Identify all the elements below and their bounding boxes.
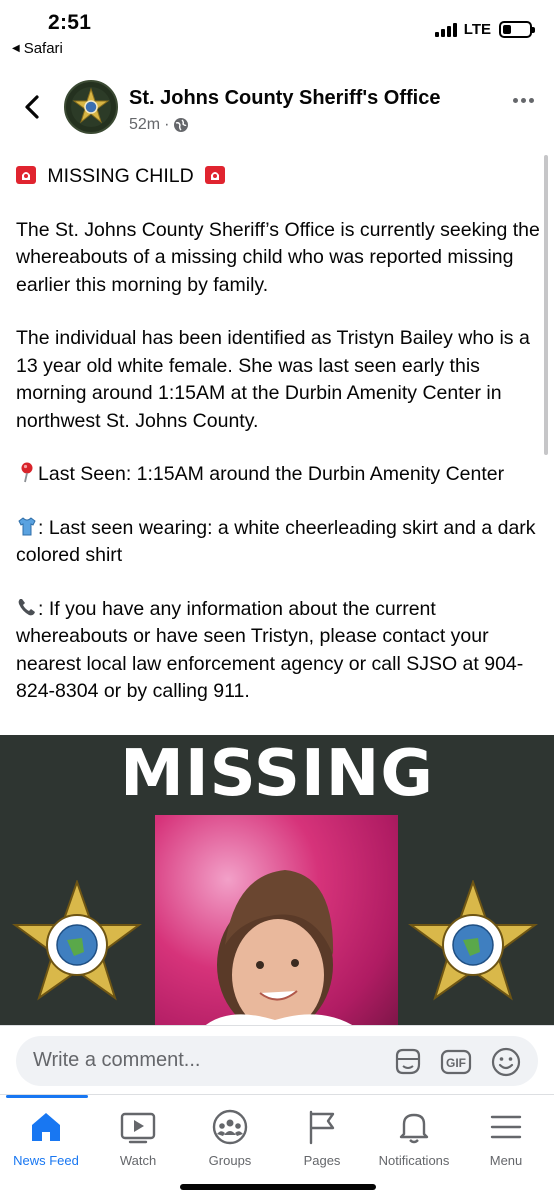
child-photo — [155, 815, 398, 1025]
tab-watch[interactable] — [92, 1107, 184, 1168]
tab-label: Notifications — [378, 1153, 450, 1168]
globe-icon — [173, 117, 189, 133]
contact-text: : If you have any information about the current whereabouts or have seen Tristyn, please contact your nearest local law enforcement agency or call SJSO at 904-824-8304 or by calling 911. — [16, 597, 524, 702]
groups-icon — [210, 1107, 250, 1147]
paragraph-1: The St. Johns County Sheriff’s Office is currently seeking the whereabouts of a missing child who was reported missing earlier this morning by family. — [16, 218, 540, 296]
home-indicator — [180, 1184, 376, 1190]
back-triangle-icon: ◀ — [12, 43, 20, 54]
bell-icon — [394, 1107, 434, 1147]
poster-title: MISSING — [120, 737, 434, 811]
meta-separator: · — [164, 116, 170, 133]
comment-placeholder: Write a comment... — [33, 1049, 201, 1071]
scrollbar[interactable] — [544, 155, 548, 455]
battery-icon — [499, 21, 532, 38]
flag-icon — [302, 1107, 342, 1147]
gif-label: GIF — [446, 1056, 466, 1070]
tab-label: News Feed — [13, 1153, 79, 1168]
home-icon — [26, 1107, 66, 1147]
network-label: LTE — [463, 21, 491, 38]
post-meta — [129, 116, 189, 134]
back-app-label: Safari — [23, 40, 63, 57]
status-bar — [0, 0, 554, 66]
more-options-icon[interactable] — [513, 98, 534, 103]
comment-bar — [0, 1025, 554, 1095]
sheriff-star-icon — [69, 85, 113, 129]
round-pushpin-icon — [16, 461, 38, 483]
last-seen-text: Last Seen: 1:15AM around the Durbin Amenity Center — [38, 463, 505, 485]
post-timestamp[interactable]: 52m — [129, 116, 161, 133]
tab-label: Groups — [208, 1153, 252, 1168]
signal-icon — [435, 23, 457, 37]
sheriff-badge-icon — [12, 880, 142, 1010]
post-heading — [16, 163, 544, 191]
tab-news-feed[interactable] — [0, 1107, 92, 1168]
active-tab-indicator — [6, 1095, 88, 1098]
status-indicators — [435, 21, 532, 38]
siren-icon — [16, 166, 36, 184]
tab-label: Menu — [489, 1153, 523, 1168]
wearing-text: : Last seen wearing: a white cheerleading skirt and a dark colored shirt — [16, 516, 536, 566]
back-to-app[interactable] — [12, 40, 63, 57]
contact-line — [16, 596, 544, 706]
comment-input[interactable] — [16, 1036, 538, 1086]
post-body — [16, 163, 544, 732]
tab-label: Watch — [119, 1153, 157, 1168]
emoji-icon[interactable] — [490, 1046, 522, 1078]
menu-icon — [486, 1107, 526, 1147]
page-avatar[interactable] — [64, 80, 118, 134]
last-seen-line — [16, 461, 544, 489]
post-header — [0, 70, 554, 150]
gif-icon[interactable] — [440, 1046, 472, 1078]
tab-menu[interactable] — [460, 1107, 552, 1168]
shirt-icon — [16, 515, 38, 537]
siren-icon — [205, 166, 225, 184]
paragraph-2: The individual has been identified as Tristyn Bailey who is a 13 year old white female. She was last seen early this morning around 1:15AM at the Durbin Amenity Center in northwest St. Johns County. — [16, 327, 530, 432]
post-image[interactable] — [0, 735, 554, 1025]
tab-notifications[interactable] — [368, 1107, 460, 1168]
page-name[interactable]: St. Johns County Sheriff's Office — [129, 87, 441, 109]
back-chevron-icon[interactable] — [18, 92, 48, 122]
watch-icon — [118, 1107, 158, 1147]
tab-pages[interactable] — [276, 1107, 368, 1168]
heading-text: MISSING CHILD — [47, 165, 194, 187]
wearing-line — [16, 515, 544, 570]
sheriff-badge-icon — [408, 880, 538, 1010]
tab-groups[interactable] — [184, 1107, 276, 1168]
sticker-icon[interactable] — [392, 1046, 424, 1078]
tab-label: Pages — [303, 1153, 341, 1168]
telephone-receiver-icon — [16, 596, 38, 618]
status-time: 2:51 — [48, 11, 92, 34]
